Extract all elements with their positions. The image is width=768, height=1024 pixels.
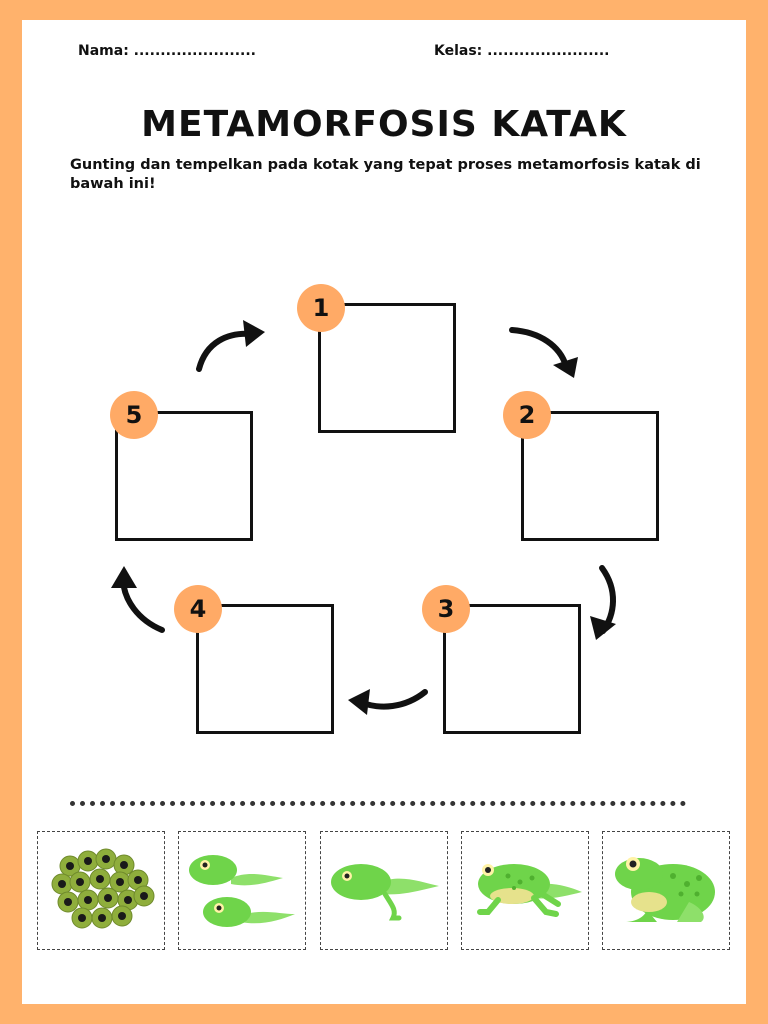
cut-line	[70, 801, 686, 806]
froglet-icon	[462, 832, 589, 950]
step-badge-5: 5	[110, 391, 158, 439]
step-badge-2: 2	[503, 391, 551, 439]
arrow-5-to-1-icon	[199, 334, 252, 369]
cut-card-froglet[interactable]	[461, 831, 589, 950]
frog-eggs-icon	[38, 832, 165, 950]
cut-card-tadpoles[interactable]	[178, 831, 306, 950]
arrow-3-to-4-icon	[360, 692, 425, 707]
step-badge-3: 3	[422, 585, 470, 633]
name-field: Nama: .......................	[78, 43, 256, 59]
step-badge-4: 4	[174, 585, 222, 633]
cut-card-tadpole-legs[interactable]	[320, 831, 448, 950]
step-badge-1: 1	[297, 284, 345, 332]
tadpoles-icon	[179, 832, 306, 950]
page-title: METAMORFOSIS KATAK	[141, 104, 627, 145]
cut-card-eggs[interactable]	[37, 831, 165, 950]
cut-card-adult-frog[interactable]	[602, 831, 730, 950]
arrow-1-to-2-icon	[512, 330, 566, 366]
instruction-text: Gunting dan tempelkan pada kotak yang tepat proses metamorfosis katak di bawah ini!	[70, 157, 701, 192]
adult-frog-icon	[603, 832, 730, 950]
tadpole-with-legs-icon	[321, 832, 448, 950]
class-field: Kelas: .......................	[434, 43, 610, 59]
